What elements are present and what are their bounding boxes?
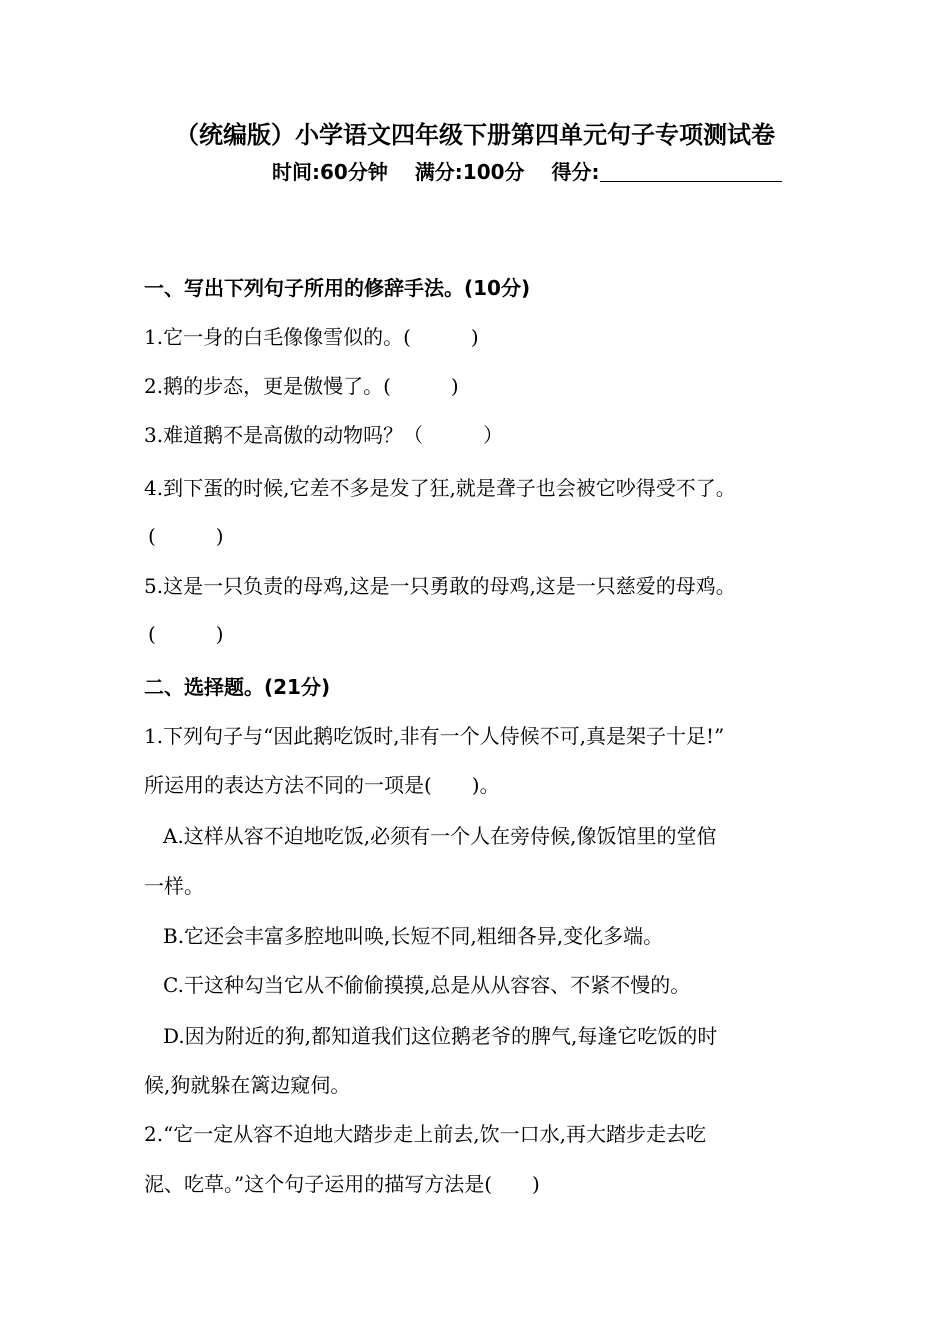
section2-q1-line1: 1.下列句子与“因此鹅吃饭时,非有一个人侍候不可,真是架子十足!” — [144, 724, 725, 748]
section1-q3: 3.难道鹅不是高傲的动物吗？（ ） — [144, 423, 504, 447]
section1-q5: 5.这是一只负责的母鸡,这是一只勇敢的母鸡,这是一只慈爱的母鸡。 — [144, 574, 736, 598]
exam-meta — [272, 158, 782, 186]
section2-heading: 二、选择题。(21分) — [144, 675, 331, 699]
section1-q2: 2.鹅的步态，更是傲慢了。( ) — [144, 374, 459, 398]
section1-q1: 1.它一身的白毛像像雪似的。( ) — [144, 325, 479, 349]
section1-q5-answer: ( ) — [148, 622, 224, 646]
doc-title: （统编版）小学语文四年级下册第四单元句子专项测试卷 — [175, 121, 775, 149]
exam-full-score: 满分:100分 — [414, 160, 525, 184]
section1-q4-answer: ( ) — [148, 524, 224, 548]
section2-q2-line2: 泥、吃草。”这个句子运用的描写方法是( ) — [144, 1172, 540, 1196]
section1-q4: 4.到下蛋的时候,它差不多是发了狂,就是聋子也会被它吵得受不了。 — [144, 476, 736, 500]
exam-time: 时间:60分钟 — [272, 160, 388, 184]
section2-q1-option-b: B.它还会丰富多腔地叫唤,长短不同,粗细各异,变化多端。 — [163, 924, 664, 948]
section1-heading: 一、写出下列句子所用的修辞手法。(10分) — [144, 276, 531, 300]
section2-q1-option-d: D.因为附近的狗,都知道我们这位鹅老爷的脾气,每逢它吃饭的时 — [163, 1024, 718, 1048]
section2-q1-option-a: A.这样从容不迫地吃饭,必须有一个人在旁侍候,像饭馆里的堂倌 — [163, 824, 717, 848]
score-blank — [600, 161, 782, 182]
section2-q1-option-c: C.干这种勾当它从不偷偷摸摸,总是从从容容、不紧不慢的。 — [163, 973, 691, 997]
exam-score-label: 得分: — [551, 160, 600, 184]
section2-q1-option-d-cont: 候,狗就躲在篱边窥伺。 — [144, 1073, 351, 1097]
section2-q2-line1: 2.“它一定从容不迫地大踏步走上前去,饮一口水,再大踏步走去吃 — [144, 1122, 707, 1146]
section2-q1-option-a-cont: 一样。 — [144, 874, 204, 898]
section2-q1-line2: 所运用的表达方法不同的一项是( )。 — [144, 773, 500, 797]
